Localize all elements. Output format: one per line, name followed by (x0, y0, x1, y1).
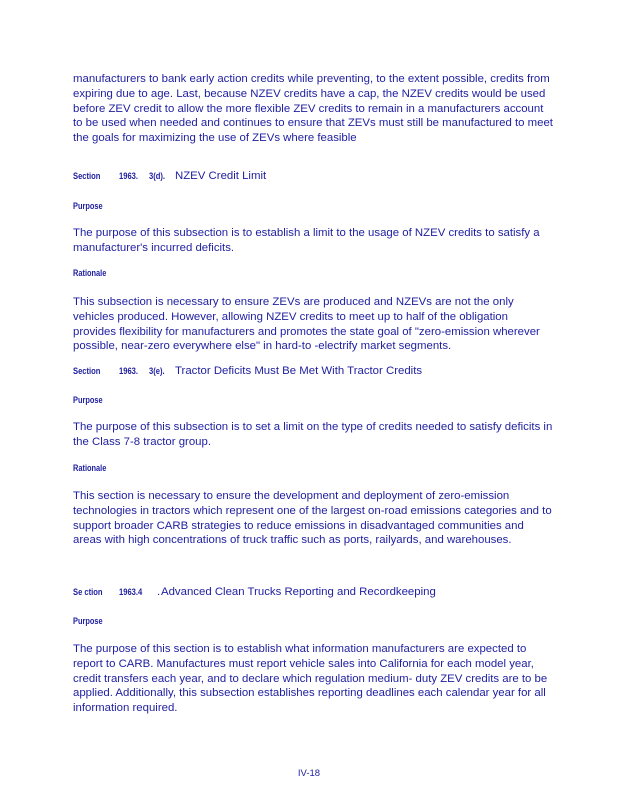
section-subsection: . (157, 586, 161, 598)
purpose-text: The purpose of this subsection is to establish a limit to the usage of NZEV credits to satisfy a manufacturer's incurred deficits. (73, 227, 540, 254)
rationale-heading: Rationale (73, 268, 107, 279)
section-number: 1963. (119, 171, 139, 182)
section-title: NZEV Credit Limit (175, 170, 267, 182)
rationale-text: This subsection is necessary to ensure ZEVs are produced and NZEVs are not the only vehicles produced. However, allowing NZEV credits to meet up to half of the obligation provides flexibility for manufacturers and promotes the state goal of "zero-emission wherever possible, near-zero everywhere else" in hard-to -electrify market segments. (73, 296, 540, 353)
section-heading-1963-4 (73, 586, 553, 598)
section-label: Section (73, 171, 101, 182)
section-subsection: 3(d). (149, 171, 166, 182)
purpose-heading: Purpose (73, 616, 103, 627)
section-heading-3e (73, 365, 553, 377)
purpose-text: The purpose of this section is to establish what information manufacturers are expected to report to CARB. Manufactures must report vehicle sales into California for each model year, credit transfers each year, and to declare which regulation medium- duty ZEV credits are to be applied. Additionally, this subsection establishes reporting deadlines each calendar year for all information required. (73, 643, 548, 715)
rationale-heading: Rationale (73, 463, 107, 474)
purpose-text: The purpose of this subsection is to set a limit on the type of credits needed to satisfy deficits in the Class 7-8 tractor group. (73, 421, 553, 448)
section-number: 1963.4 (119, 587, 143, 598)
section-title: Advanced Clean Trucks Reporting and Recordkeeping (161, 586, 436, 598)
section-label: Section (73, 366, 101, 377)
purpose-heading: Purpose (73, 395, 103, 406)
section-subsection: 3(e). (149, 366, 165, 377)
intro-paragraph: manufacturers to bank early action credits while preventing, to the extent possible, credits from expiring due to age. Last, because NZEV credits have a cap, the NZEV credits would be used before ZEV credit to allow the more flexible ZEV credits to remain in a manufacturers account to be used when needed and continues to ensure that ZEVs must still be manufactured to meet the goals for maximizing the use of ZEVs where feasible (73, 73, 553, 145)
section-number: 1963. (119, 366, 139, 377)
rationale-text: This section is necessary to ensure the development and deployment of zero-emission technologies in tractors which represent one of the largest on-road emissions categories and to support broader CARB strategies to reduce emissions in disadvantaged communities and areas with high concentrations of truck traffic such as ports, railyards, and warehouses. (73, 490, 552, 547)
section-heading-3d (73, 170, 553, 182)
page-number: IV-18 (297, 768, 321, 779)
section-label: Se ction (73, 587, 103, 598)
purpose-heading: Purpose (73, 201, 103, 212)
section-title: Tractor Deficits Must Be Met With Tractor Credits (175, 365, 423, 377)
